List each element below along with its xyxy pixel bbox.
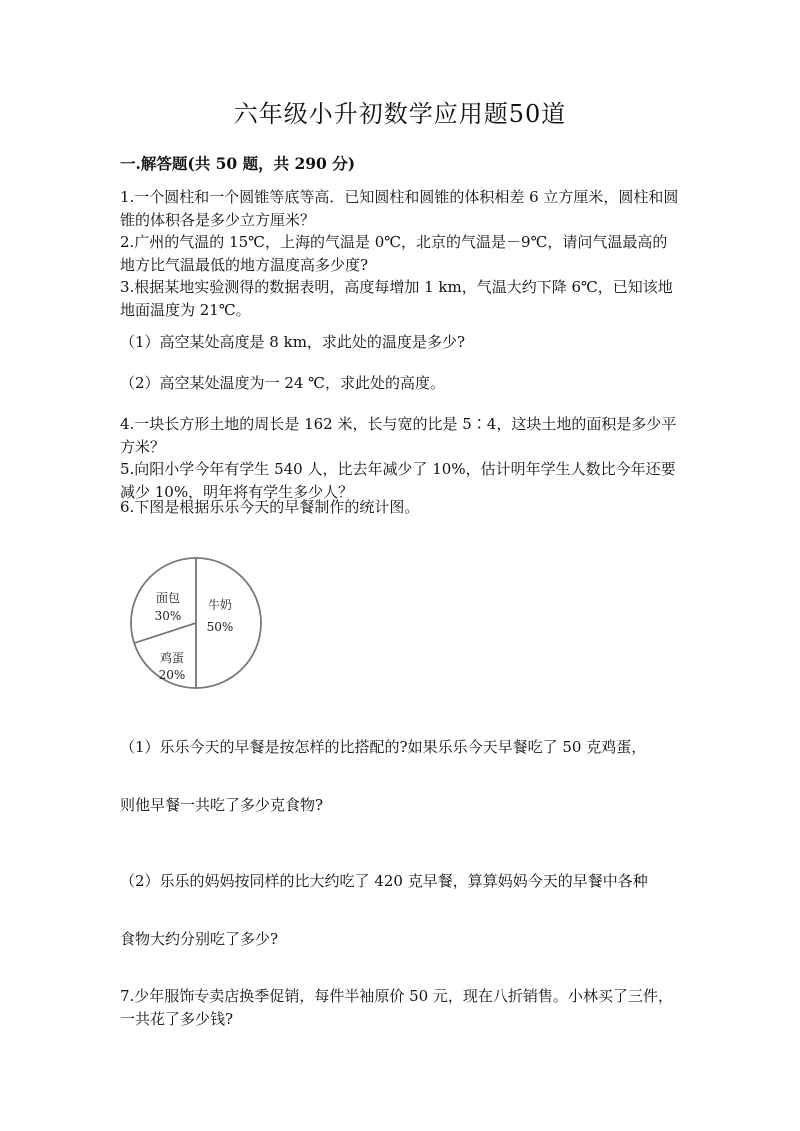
question-6-part-2-line-2: 食物大约分别吃了多少? — [120, 930, 279, 948]
slice-name-label: 鸡蛋 — [159, 651, 185, 665]
question-6-part-1-line-2: 则他早餐一共吃了多少克食物? — [120, 796, 324, 814]
slice-percent-label: 30% — [154, 609, 182, 623]
slice-name-label: 面包 — [155, 591, 181, 605]
slice-name-label: 牛奶 — [207, 598, 233, 612]
question-3-part-1: （1）高空某处高度是 8 km，求此处的温度是多少? — [120, 333, 465, 351]
breakfast-pie-chart — [128, 555, 264, 691]
question-3: 3.根据某地实验测得的数据表明，高度每增加 1 km，气温大约下降 6℃，已知该地地面温度为 21℃。 — [120, 278, 673, 319]
question-6-part-2-line-1: （2）乐乐的妈妈按同样的比大约吃了 420 克早餐，算算妈妈今天的早餐中各种 — [120, 872, 648, 890]
question-3-part-2: （2）高空某处温度为一 24 ℃，求此处的高度。 — [120, 374, 445, 392]
question-5: 5.向阳小学今年有学生 540 人，比去年减少了 10%，估计明年学生人数比今年还要减少 10%，明年将有学生多少人？ — [120, 460, 676, 501]
question-2: 2.广州的气温的 15℃，上海的气温是 0℃，北京的气温是－9℃，请问气温最高的地方比气温最低的地方温度高多少度? — [120, 233, 668, 274]
slice-percent-label: 20% — [158, 668, 186, 682]
section-heading: 一.解答题(共 50 题，共 290 分) — [120, 154, 356, 173]
page-title: 六年级小升初数学应用题50道 — [233, 100, 567, 128]
question-6-part-1-line-1: （1）乐乐今天的早餐是按怎样的比搭配的?如果乐乐今天早餐吃了 50 克鸡蛋， — [120, 738, 647, 756]
question-1: 1.一个圆柱和一个圆锥等底等高．已知圆柱和圆锥的体积相差 6 立方厘米，圆柱和圆锥的体积各是多少立方厘米？ — [120, 188, 679, 229]
question-7: 7.少年服饰专卖店换季促销，每件半袖原价 50 元，现在八折销售。小林买了三件，一共花了多少钱? — [120, 987, 673, 1028]
slice-percent-label: 50% — [206, 620, 234, 634]
question-6: 6.下图是根据乐乐今天的早餐制作的统计图。 — [120, 498, 420, 516]
question-4: 4.一块长方形土地的周长是 162 米，长与宽的比是 5∶4，这块土地的面积是多少平方米？ — [120, 415, 677, 456]
